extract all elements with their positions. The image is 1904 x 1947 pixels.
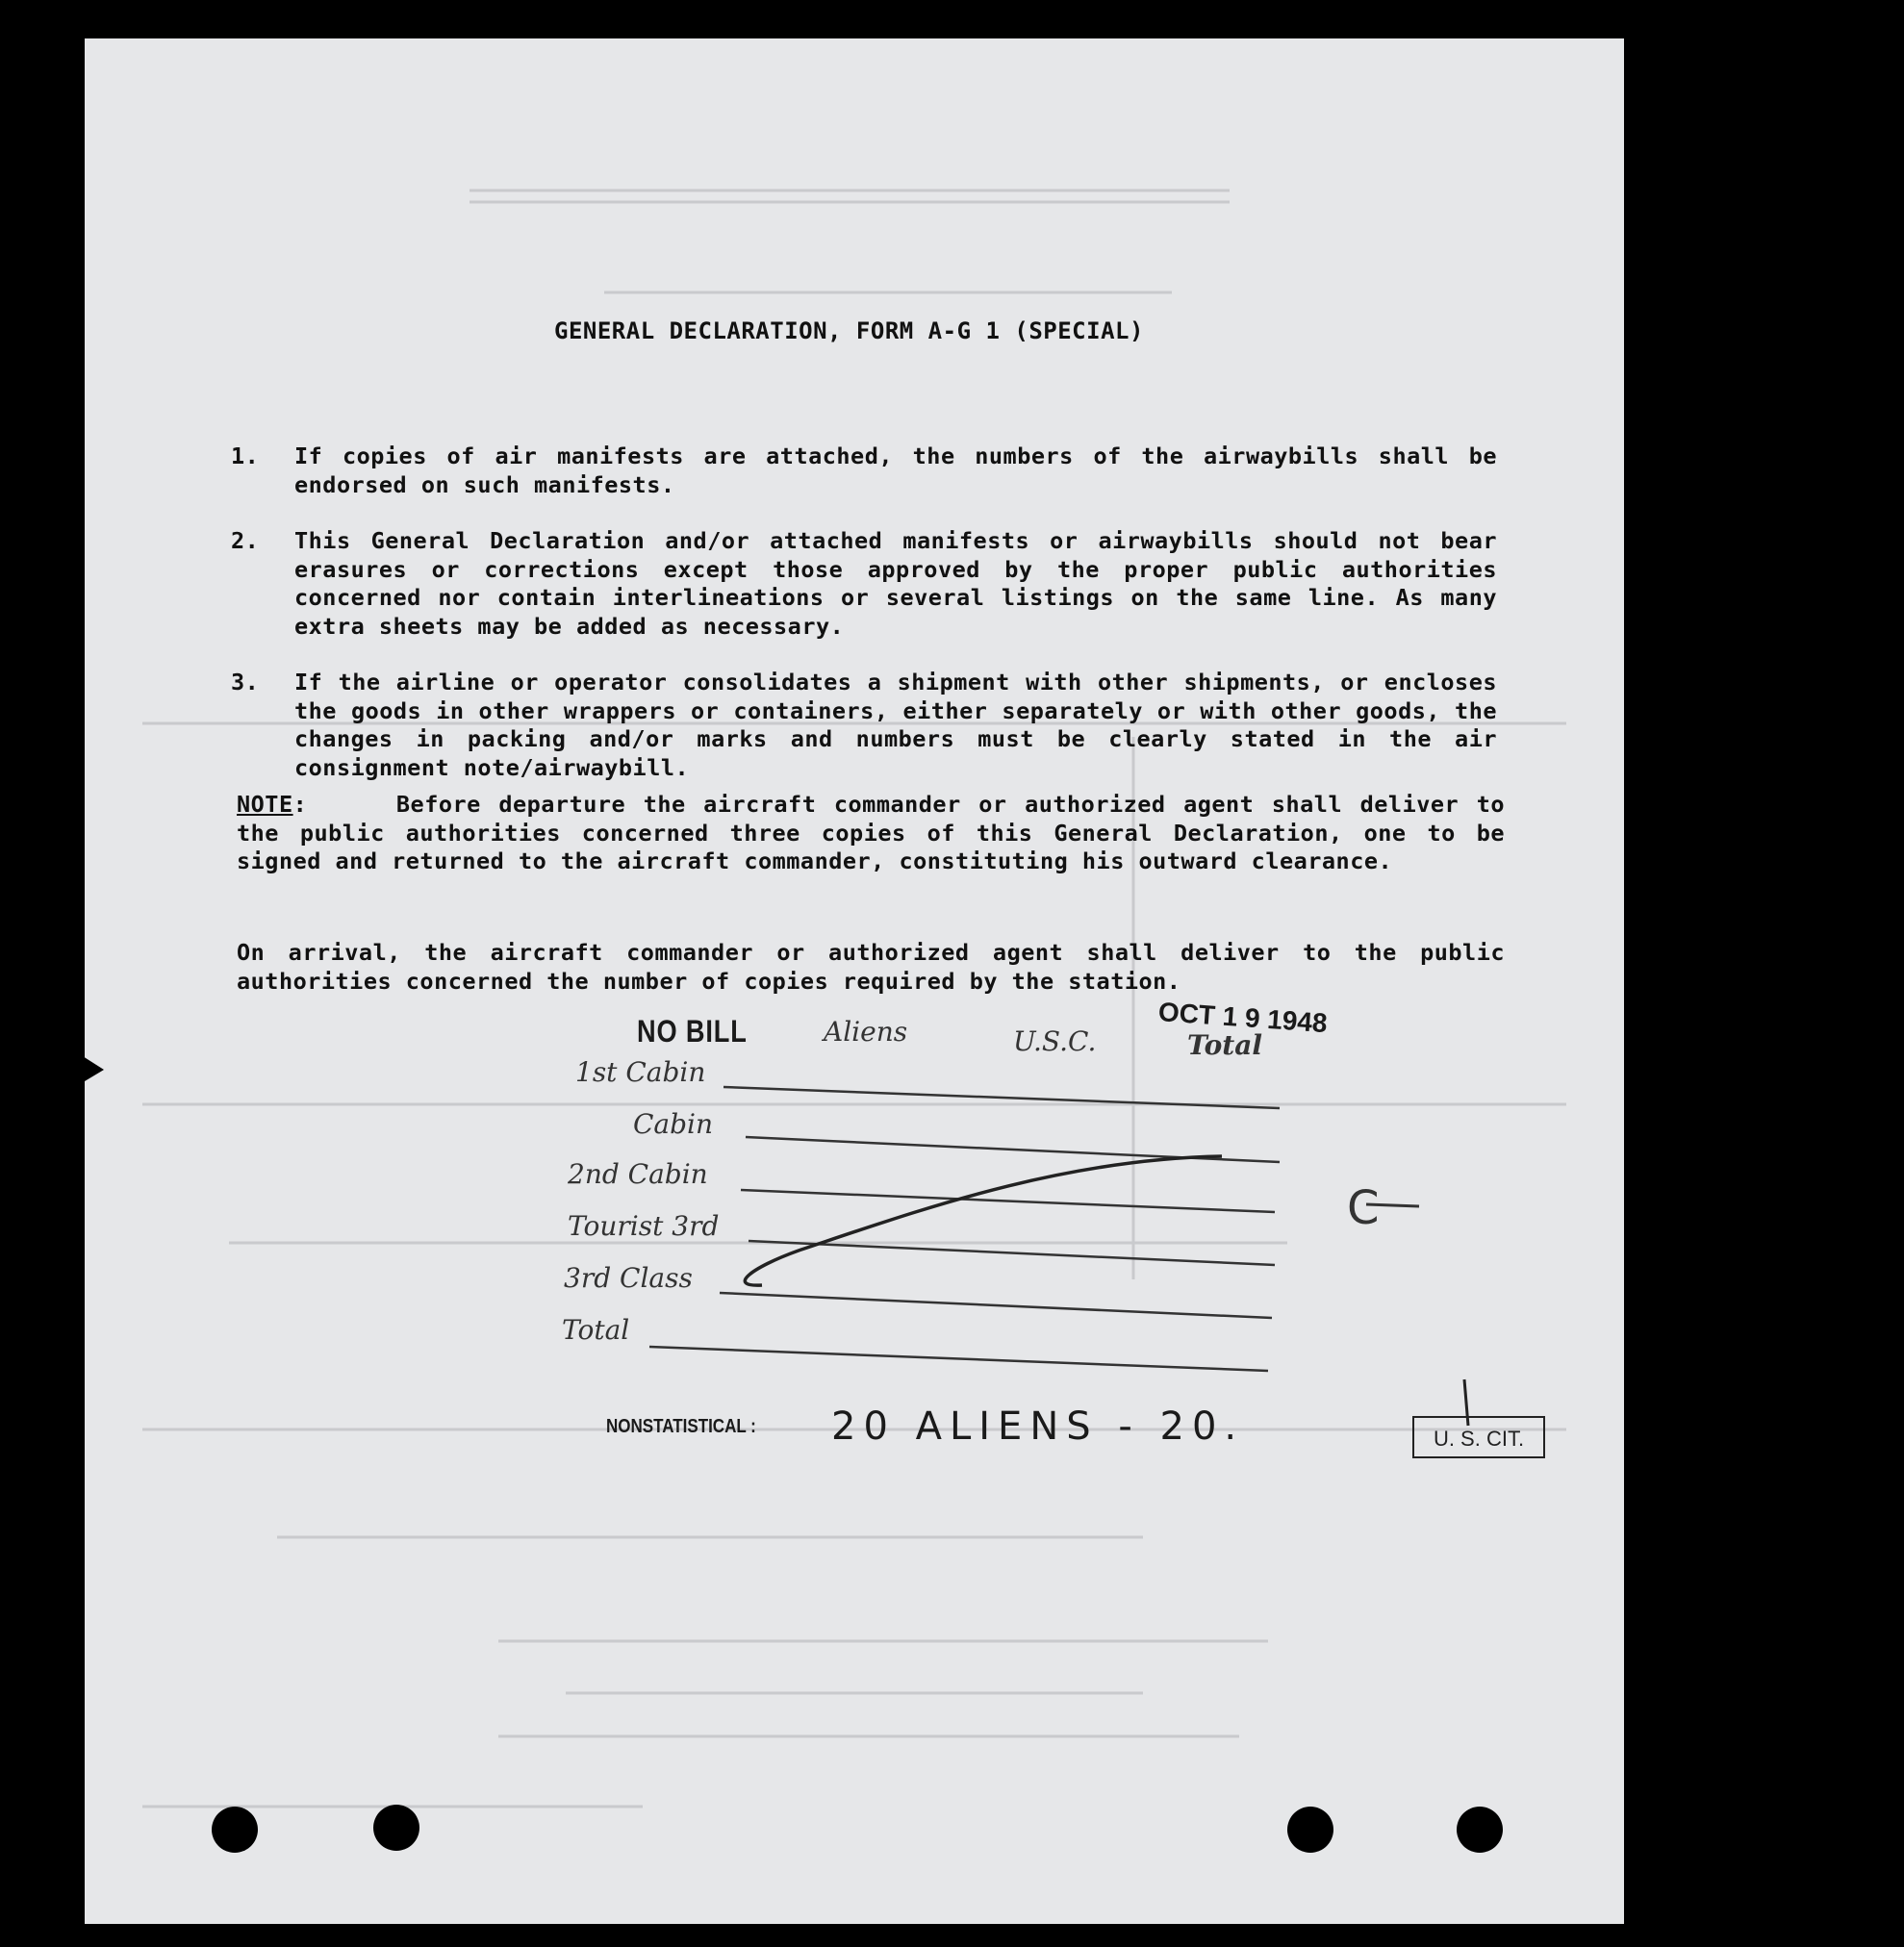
aliens-column-header: Aliens xyxy=(824,1016,908,1048)
arrival-paragraph: On arrival, the aircraft commander or authorized agent shall deliver to the public authorities concerned the number of copies required by the station. xyxy=(237,939,1505,995)
punch-hole xyxy=(373,1805,419,1851)
paper-sheet xyxy=(85,38,1624,1924)
form-title: GENERAL DECLARATION, FORM A-G 1 (SPECIAL) xyxy=(554,317,1144,344)
total-column-header: Total xyxy=(1187,1029,1263,1061)
row-label-total: Total xyxy=(562,1314,630,1346)
note-paragraph: NOTE: Before departure the aircraft commander or authorized agent shall deliver to the public authorities concerned three copies of this General Declaration, one to be signed and returned to the aircraft commander, constituting his outward clearance. xyxy=(237,791,1506,874)
row-label-2nd-cabin: 2nd Cabin xyxy=(568,1158,708,1190)
nonstatistical-label: NONSTATISTICAL : xyxy=(606,1416,756,1437)
usc-column-header: U.S.C. xyxy=(1013,1025,1097,1057)
us-citizen-stamp xyxy=(1412,1416,1545,1458)
row-label-3rd-class: 3rd Class xyxy=(564,1262,693,1294)
item-text: If copies of air manifests are attached, the numbers of the airwaybills shall be endorsed on such manifests. xyxy=(294,442,1497,498)
note-text: Before departure the aircraft commander or authorized agent shall deliver to the public authorities concerned three copies of this General Declaration, one to be signed and returned to the aircraft commander, constituting his outward clearance. xyxy=(237,791,1506,874)
punch-hole xyxy=(1287,1807,1333,1853)
item-text: If the airline or operator consolidates a shipment with other shipments, or encloses the goods in other wrappers or containers, either separately or with other goods, the changes in packing and/or marks and numbers must be clearly stated in the air consignment note/airwaybill. xyxy=(294,669,1497,781)
row-label-cabin: Cabin xyxy=(633,1108,714,1140)
punch-hole xyxy=(212,1807,258,1853)
date-stamp: OCT 1 9 1948 xyxy=(1156,997,1329,1039)
row-label-tourist-3rd: Tourist 3rd xyxy=(568,1210,720,1242)
margin-check-mark: C xyxy=(1347,1181,1380,1235)
us-citizen-stamp-text: U. S. CIT. xyxy=(1433,1427,1525,1451)
handwritten-alien-count: 20 ALIENS - 20. xyxy=(831,1404,1245,1449)
item-text: This General Declaration and/or attached manifests or airwaybills should not bear erasures or corrections except those approved by the proper public authorities concerned nor contain interlineations or several listings on the same line. As many extra sheets may be added as necessary. xyxy=(294,527,1497,640)
punch-hole xyxy=(1457,1807,1503,1853)
note-label: NOTE xyxy=(237,791,293,818)
item-number: 2. xyxy=(231,527,260,554)
item-number: 3. xyxy=(231,669,260,695)
no-bill-stamp: NO BILL xyxy=(637,1014,748,1049)
row-label-1st-cabin: 1st Cabin xyxy=(575,1056,706,1088)
item-number: 1. xyxy=(231,442,260,469)
